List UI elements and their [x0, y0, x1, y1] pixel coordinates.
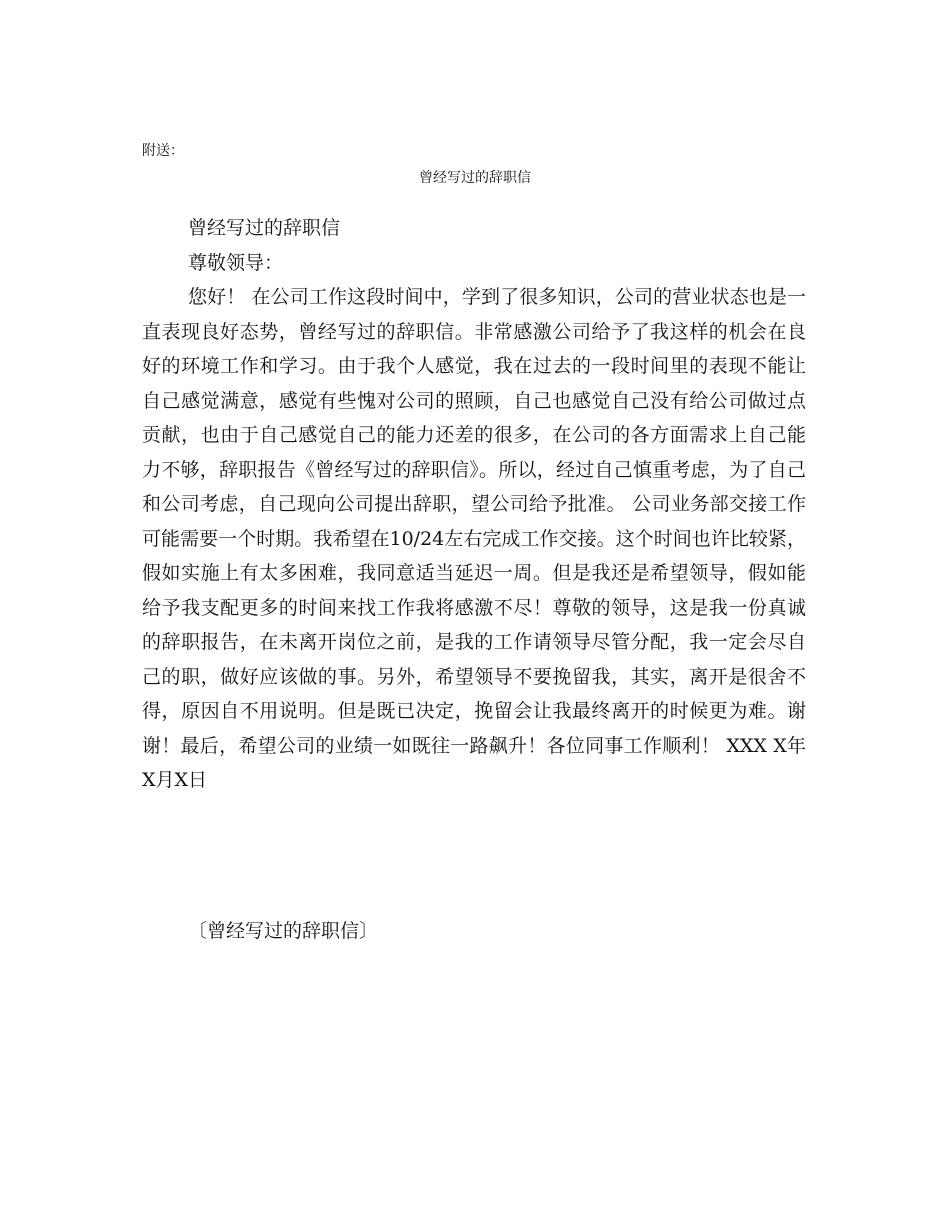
- attachment-label: 附送：: [142, 143, 184, 159]
- letter-body: [142, 211, 806, 798]
- letter-title-line: 曾经写过的辞职信: [188, 217, 341, 239]
- letter-salutation: 尊敬领导：: [188, 251, 284, 274]
- document-heading: 曾经写过的辞职信: [419, 170, 531, 186]
- footer-title: 〔曾经写过的辞职信〕: [188, 920, 379, 942]
- letter-paragraph: 您好！ 在公司工作这段时间中，学到了很多知识，公司的营业状态也是一直表现良好态势，曾经写过的辞职信。非常感激公司给予了我这样的机会在良好的环境工作和学习。由于我个人感觉，我在过去的一段时间里的表现不能让自己感觉满意，感觉有些愧对公司的照顾，自己也感觉自己没有给公司做过点贡献，也由于自己感觉自己的能力还差的很多，在公司的各方面需求上自己能力不够，辞职报告《曾经写过的辞职信》。所以，经过自己慎重考虑，为了自己和公司考虑，自己现向公司提出辞职，望公司给予批准。 公司业务部交接工作可能需要一个时期。我希望在10/24左右完成工作交接。这个时间也许比较紧，假如实施上有太多困难，我同意适当延迟一周。但是我还是希望领导，假如能给予我支配更多的时间来找工作我将感激不尽！尊敬的领导，这是我一份真诚的辞职报告，在未离开岗位之前，是我的工作请领导尽管分配，我一定会尽自己的职，做好应该做的事。另外，希望领导不要挽留我，其实，离开是很舍不得，原因自不用说明。但是既已决定，挽留会让我最终离开的时候更为难。谢谢！最后，希望公司的业绩一如既往一路飙升！各位同事工作顺利！ XXX X年X月X日: [142, 286, 806, 791]
